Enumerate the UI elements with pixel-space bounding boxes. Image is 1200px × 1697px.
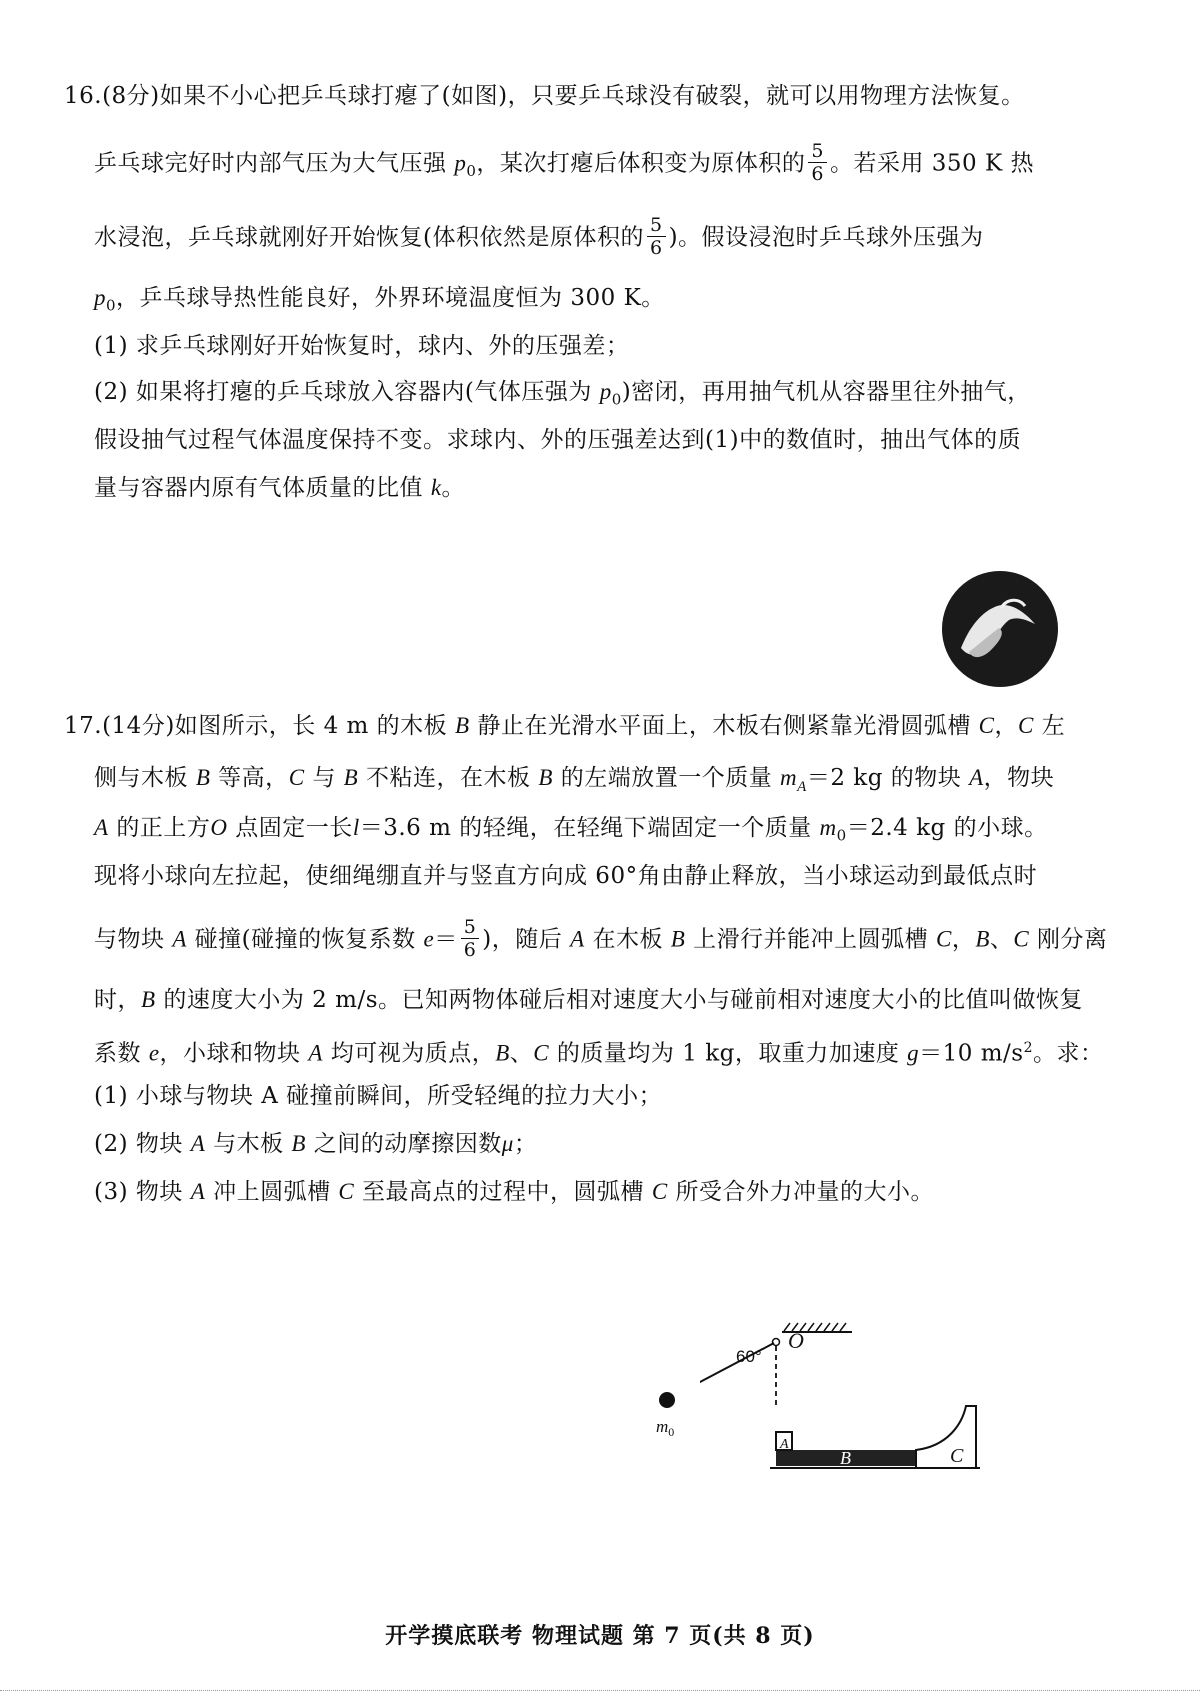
q17-line-4: 现将小球向左拉起，使细绳绷直并与竖直方向成 60°角由静止释放，当小球运动到最低点时 [94, 863, 1038, 889]
bottom-dotted-edge [0, 1690, 1200, 1693]
q17-line-2: 侧与木板 B 等高，C 与 B 不粘连，在木板 B 的左端放置一个质量 $m_A=2$ kg 的物块 A，物块 [94, 765, 1055, 795]
q17-line-7: 系数 e，小球和物块 A 均可视为质点，B、C 的质量均为 1 kg，取重力加速度 g＝10 $m/s^2$。求： [94, 1040, 1104, 1067]
fraction-5-6: $\frac{5}{6}$ [647, 214, 666, 259]
fraction-5-6: $\frac{5}{6}$ [808, 140, 827, 185]
q17-sub-3: (3) 物块 A 冲上圆弧槽 C 至最高点的过程中，圆弧槽 C 所受合外力冲量的大小。 [94, 1179, 935, 1205]
q16-line-2: 乒乓球完好时内部气压为大气压强 $p_0$，某次打瘪后体积变为原体积的 $\frac{5}{6}$ 。若采用 350 K 热 [94, 140, 1034, 185]
q16-line-3: 水浸泡，乒乓球就刚好开始恢复(体积依然是原体积的 $\frac{5}{6}$ )。假设浸泡时乒乓球外压强为 [94, 214, 984, 259]
fraction-5-6: $\frac{5}{6}$ [461, 916, 480, 961]
q16-sub-1: (1) 求乒乓球刚好开始恢复时，球内、外的压强差； [94, 333, 630, 359]
angle-label: 60° [736, 1347, 762, 1366]
q17-sub-1: (1) 小球与物块 A 碰撞前瞬间，所受轻绳的拉力大小； [94, 1083, 663, 1109]
q16-sub-2: (2) 如果将打瘪的乒乓球放入容器内(气体压强为 $p_0$)密闭，再用抽气机从容器里往外抽气， [94, 379, 1031, 409]
dented-pingpong-ball-figure [939, 568, 1061, 690]
q17-line-6: 时，B 的速度大小为 2 m/s。已知两物体碰后相对速度大小与碰前相对速度大小的比值叫做恢复 [94, 987, 1083, 1013]
q17-sub-2: (2) 物块 A 与木板 B 之间的动摩擦因数μ； [94, 1131, 538, 1157]
label-A: A [780, 1437, 789, 1452]
label-B: B [840, 1448, 851, 1468]
q17-line-1: 17.(14分)如图所示，长 4 m 的木板 B 静止在光滑水平面上，木板右侧紧靠光滑圆弧槽 C，C 左 [64, 713, 1066, 739]
q16-sub-2-cont: 假设抽气过程气体温度保持不变。求球内、外的压强差达到(1)中的数值时，抽出气体的质 [94, 427, 1022, 453]
q16-line-4: $p_0$，乒乓球导热性能良好，外界环境温度恒为 300 K。 [94, 285, 665, 315]
label-m0: $m_0$ [656, 1417, 675, 1439]
q17-line-5: 与物块 A 碰撞(碰撞的恢复系数 e＝ $\frac{5}{6}$ )，随后 A 在木板 B 上滑行并能冲上圆弧槽 C，B、C 刚分离 [94, 916, 1108, 961]
label-O: O [788, 1328, 804, 1353]
label-C: C [950, 1445, 964, 1467]
q16-line-1: 16.(8分)如果不小心把乒乓球打瘪了(如图)，只要乒乓球没有破裂，就可以用物理方法恢复。 [64, 83, 1025, 109]
q16-sub-2-end: 量与容器内原有气体质量的比值 k。 [94, 475, 466, 501]
ball-m0 [659, 1392, 675, 1408]
q17-line-3: A 的正上方O 点固定一长l＝3.6 m 的轻绳，在轻绳下端固定一个质量 $m_0=2.4$ kg 的小球。 [94, 815, 1048, 845]
diagram-labels [640, 1318, 1100, 1498]
page-footer: 开学摸底联考 物理试题 第 7 页(共 8 页) [385, 1623, 815, 1649]
